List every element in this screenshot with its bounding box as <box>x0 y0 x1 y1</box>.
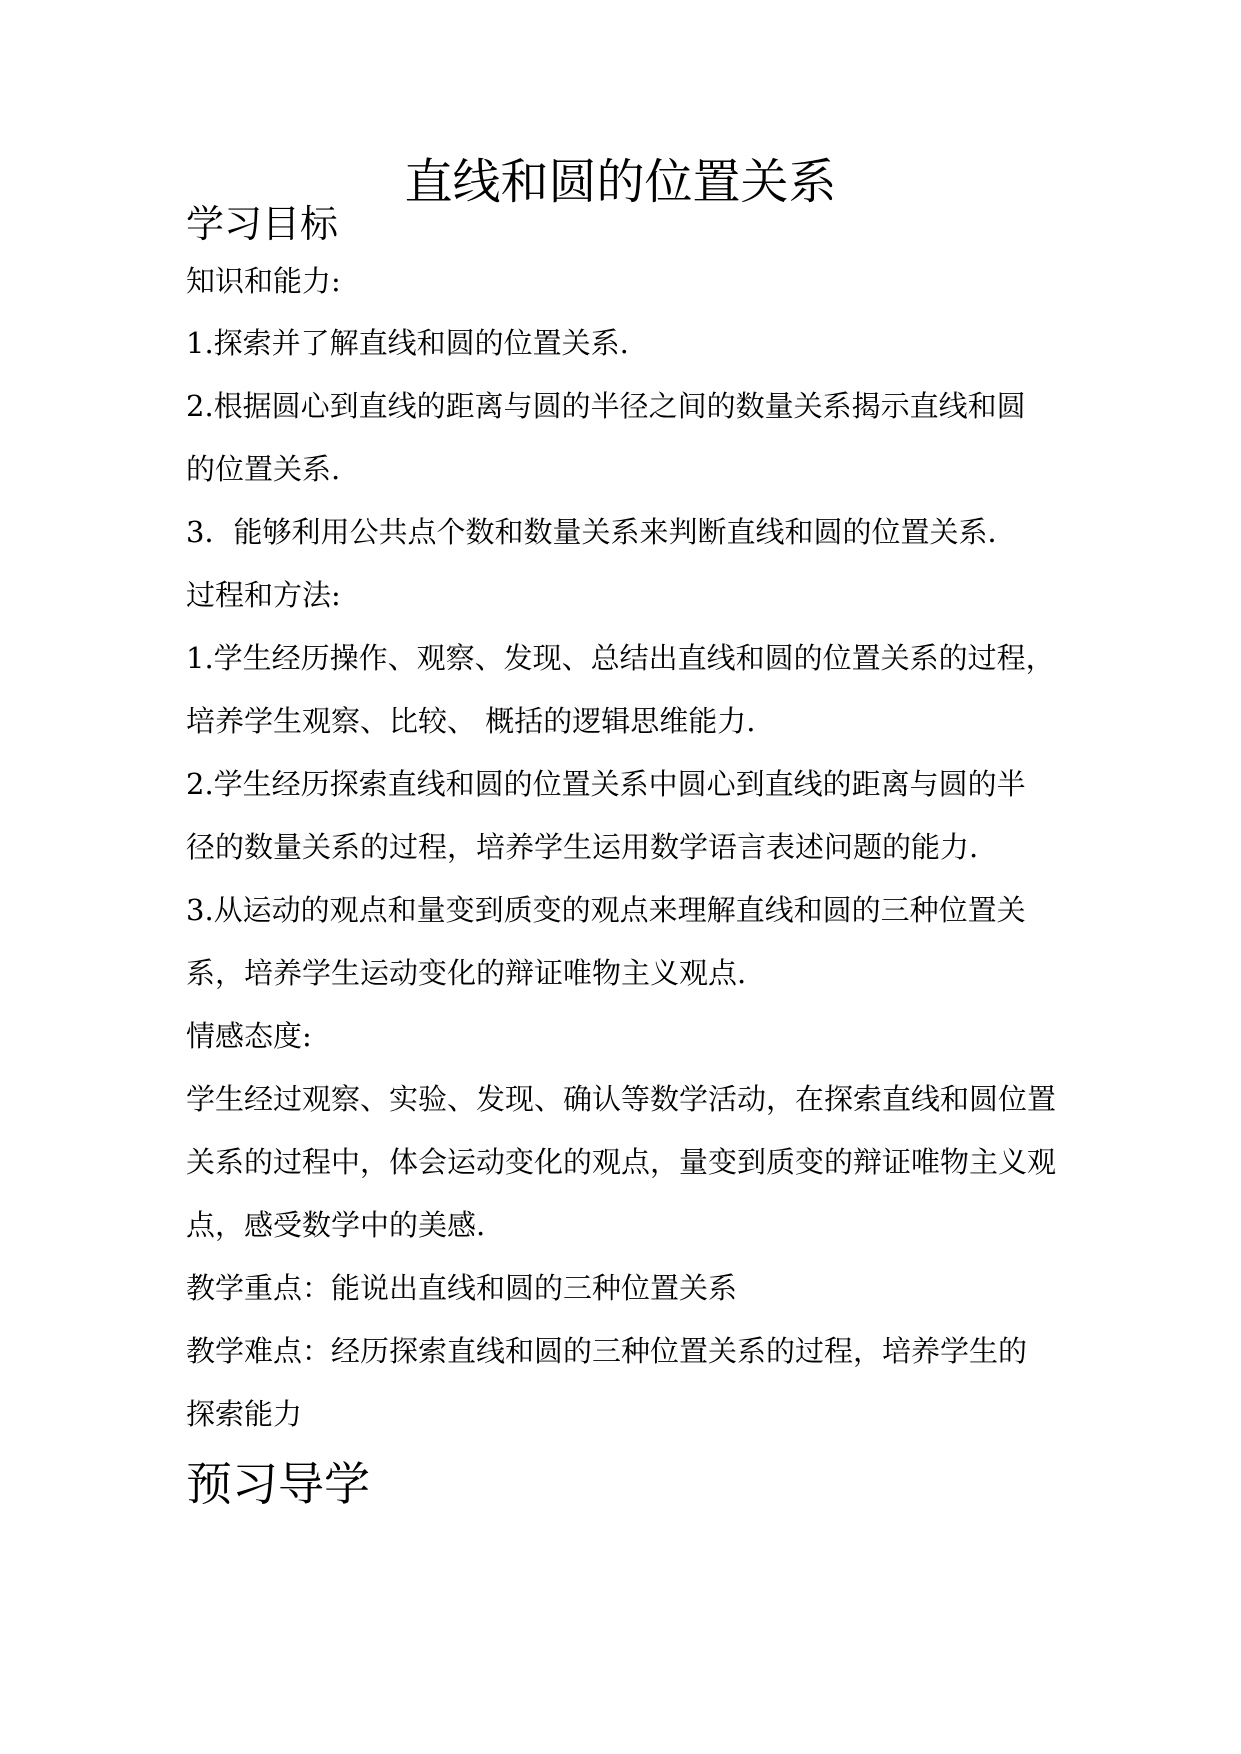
process-heading: 过程和方法: <box>186 578 341 612</box>
key-point: 教学重点：能说出直线和圆的三种位置关系 <box>186 1271 738 1305</box>
difficulty-line: 教学难点：经历探索直线和圆的三种位置关系的过程，培养学生的 <box>186 1334 1028 1368</box>
attitude-item: 点，感受数学中的美感. <box>186 1208 486 1242</box>
attitude-item: 学生经过观察、实验、发现、确认等数学活动，在探索直线和圆位置 <box>186 1082 1057 1116</box>
difficulty-line: 探索能力 <box>186 1397 303 1431</box>
knowledge-item: 2.根据圆心到直线的距离与圆的半径之间的数量关系揭示直线和圆 <box>186 389 1026 423</box>
attitude-heading: 情感态度: <box>186 1019 312 1053</box>
process-item: 1.学生经历操作、观察、发现、总结出直线和圆的位置关系的过程， <box>186 641 1055 675</box>
page-title: 直线和圆的位置关系 <box>404 154 837 210</box>
knowledge-heading: 知识和能力: <box>186 264 341 298</box>
attitude-item: 关系的过程中，体会运动变化的观点，量变到质变的辩证唯物主义观 <box>186 1145 1057 1179</box>
process-item: 系，培养学生运动变化的辩证唯物主义观点. <box>186 956 747 990</box>
process-item: 径的数量关系的过程，培养学生运用数学语言表述问题的能力. <box>186 830 979 864</box>
objectives-heading: 学习目标 <box>186 202 339 246</box>
knowledge-item: 1.探索并了解直线和圆的位置关系. <box>186 326 629 360</box>
process-item: 3.从运动的观点和量变到质变的观点来理解直线和圆的三种位置关 <box>186 893 1026 927</box>
process-item: 2.学生经历探索直线和圆的位置关系中圆心到直线的距离与圆的半 <box>186 767 1026 801</box>
knowledge-item: 3．能够利用公共点个数和数量关系来判断直线和圆的位置关系． <box>186 515 1017 549</box>
preview-heading: 预习导学 <box>186 1457 370 1511</box>
knowledge-item: 的位置关系. <box>186 452 341 486</box>
process-item: 培养学生观察、比较、 概括的逻辑思维能力. <box>186 704 756 738</box>
